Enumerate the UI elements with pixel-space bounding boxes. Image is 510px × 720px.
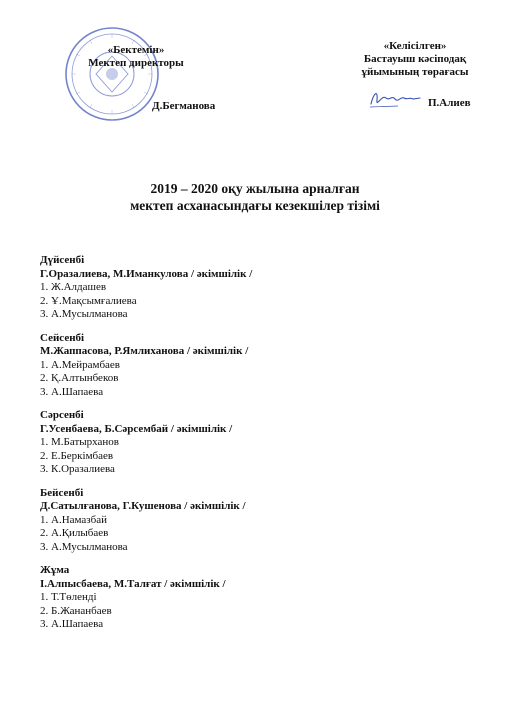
school-stamp-seal [62, 24, 162, 124]
duty-schedule [40, 254, 480, 642]
approval-right-line2: Бастауыш кәсіподақ [363, 53, 467, 65]
list-item: 2. Қ.Алтынбеков [40, 372, 119, 384]
list-item: 1. Ж.Алдашев [40, 281, 107, 293]
duty-list [40, 359, 480, 400]
list-item: 2. Б.Жанaнбаев [40, 604, 112, 617]
day-block-wednesday [40, 409, 480, 477]
day-admins: Г.Оразалиева, М.Иманкулова / әкімшілік / [40, 267, 253, 280]
day-name: Сейсенбі [40, 331, 85, 344]
title-line2: мектеп асханасындағы кезекшілер тізімі [130, 198, 380, 213]
list-item: 2. Е.Беркімбаев [40, 449, 114, 462]
list-item: 1. А.Намазбай [40, 513, 107, 526]
list-item: 1. Т.Төленді [40, 591, 97, 603]
day-admins: Д.Сатылғанова, Г.Кушенова / әкімшілік / [40, 500, 246, 512]
duty-list [40, 436, 480, 477]
list-item: 3. А.Мусылманова [40, 540, 128, 553]
day-admins: І.Алпысбаева, М.Талғат / әкімшілік / [40, 577, 226, 590]
day-name: Жұма [40, 564, 70, 576]
list-item: 3. А.Мусылманова [40, 308, 128, 320]
list-item: 2. А.Қилыбаев [40, 527, 109, 539]
approval-left-block [56, 44, 216, 70]
duty-list [40, 514, 480, 555]
union-chair-name: П.Алиев [428, 97, 471, 109]
list-item: 2. Ұ.Мақсымғалиева [40, 294, 137, 307]
day-admins: М.Жаппасова, Р.Ямлиханова / әкімшілік / [40, 345, 249, 357]
list-item: 3. А.Шапаева [40, 385, 104, 398]
list-item: 3. А.Шапаева [40, 618, 104, 630]
day-name: Бейсенбі [40, 486, 84, 499]
list-item: 1. М.Батырханов [40, 436, 119, 448]
day-name: Дүйсенбі [40, 254, 85, 266]
approval-left-line2: Мектеп директоры [88, 57, 184, 69]
approval-left-line1: «Бектемін» [107, 44, 165, 56]
document-title [0, 180, 510, 214]
day-name: Сәрсенбі [40, 409, 84, 421]
day-block-tuesday [40, 332, 480, 400]
day-admins: Г.Усенбаева, Б.Сәрсембай / әкімшілік / [40, 422, 233, 435]
list-item: 3. К.Оразалиева [40, 463, 115, 475]
signature-scribble [368, 86, 424, 112]
director-name: Д.Бегманова [152, 100, 216, 112]
approval-right-line3: ұйымының төрағасы [361, 66, 469, 78]
day-block-thursday [40, 487, 480, 555]
duty-list [40, 591, 480, 632]
approval-right-block [340, 40, 490, 79]
list-item: 1. А.Мейрамбаев [40, 358, 120, 371]
day-block-friday [40, 564, 480, 632]
day-block-monday [40, 254, 480, 322]
approval-right-line1: «Келісілген» [383, 40, 447, 52]
duty-list [40, 281, 480, 322]
title-line1: 2019 – 2020 оқу жылына арналған [150, 181, 360, 196]
